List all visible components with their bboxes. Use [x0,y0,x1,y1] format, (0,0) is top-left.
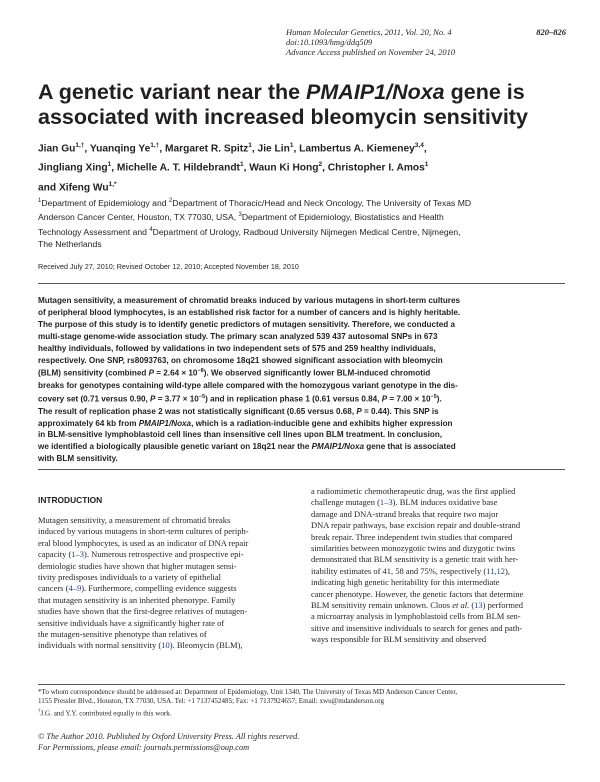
correspondence-address: 1155 Pressler Blvd., Houston, TX 77030, USA. Tel: +1 7137452485; Fax: +1 7137924657; Email: xwu@mdanderson.org [38,697,384,706]
author: Margaret R. Spitz [165,143,249,155]
divider-abstract [38,469,565,470]
journal-citation: Human Molecular Genetics, 2011, Vol. 20, No. 4 [286,27,452,37]
author: Xifeng Wu [58,182,109,194]
gene-name: PMAIP1/Noxa [306,80,445,104]
received-dates: Received July 27, 2010; Revised October 12, 2010; Accepted November 18, 2010 [38,262,299,271]
section-heading-introduction: INTRODUCTION [38,495,103,505]
citation-link[interactable]: 10 [161,640,170,651]
intro-column-left: INTRODUCTION Mutagen sensitivity, a measurement of chromatid breaks induced by various mutagens in short-term cultures of periph- eral blood lymphocytes, is used as an indicator of DNA repair capacity (1–3). Numerous retrospective and prospective epi- demiologic studies have shown that higher mutagen sensi- tivity predisposes individuals to a variety of epithelial cancers (4–9). Furthermore, compelling evidence suggests that mutagen sensitivity is an inherited phenotype. Family studies have shown that the first-degree relatives of mutagen- sensitive individuals have a significantly higher rate of the mutagen-sensitive phenotype than relatives of individuals with normal sensitivity (10). Bleomycin (BLM), [38,495,293,652]
citation-link[interactable]: 13 [474,600,483,611]
author: Jian Gu [38,143,76,155]
gene-name: PMAIP1/Noxa [311,442,365,452]
author-list [38,138,568,196]
intro-column-right: a radiomimetic chemotherapeutic drug, was the first applied challenge mutagen (1–3). BLM induces oxidative base damage and DNA-strand breaks that require two major DNA repair pathways, base excision repair and double-strand break repair. Three independent twin studies that compared similarities between monozygotic twins and dizygotic twins demonstrated that BLM sensitivity is a genetic trait with her- itability estimates of 41, 58 and 75%, respectively (11,12), indicating high genetic heritability for this intermediate cancer phenotype. However, the genetic factors that determine BLM sensitivity remain unknown. Cloos et al. (13) performed a microarray analysis in lymphoblastoid cells from BLM sen- sitive and insensitive individuals to search for genes and path- ways responsible for BLM sensitivity and observed [311,486,524,645]
author-line-1: Jian $Gu^{1,\dagger}$, Yuanqing $Ye^{1,\dagger}$, Margaret R. Spitz$^1$, Jie Lin$^1$, Lambertus A. Kiemeney$^{3,4}$, [38,142,427,155]
equal-contribution-note: †J.G. and Y.Y. contributed equally to this work. [38,708,172,718]
author: Jingliang Xing [38,162,108,174]
permissions-line: For Permissions, please email: journals.permissions@oup.com [38,743,250,752]
author: Waun Ki Hong [249,162,319,174]
affiliations: $^1$Department of Epidemiology and $^2$Department of Thoracic/Head and Neck Oncology, The University of Texas MD Anderson Cancer Center, Houston, TX 77030, USA, $^3$Department of Epidemiology, Biostatistics and Health Technology Assessment and $^4$Department of Urology, Radboud University Nijmegen Medical Centre, Nijmegen, The Netherlands [38,197,472,250]
citation-link[interactable]: 1–3 [71,549,85,560]
citation-link[interactable]: 4–9 [68,583,82,594]
author-line-3: and Xifeng $Wu^{1,*}$ [38,180,117,194]
article-title [38,80,568,130]
citation-link[interactable]: 1–3 [379,497,393,508]
author: Lambertus A. Kiemeney [299,143,415,155]
doi[interactable]: doi:10.1093/hmg/ddq509 [286,37,373,47]
advance-access-note: Advance Access published on November 24, 2010 [286,47,456,57]
correspondence-note: *To whom correspondence should be addressed at: Department of Epidemiology, Unit 1340, The University of Texas MD Anderson Cancer Center, [38,688,458,696]
title-line-2: associated with increased bleomycin sensitivity [38,105,528,129]
citation-link[interactable]: 11,12 [486,565,505,576]
author: Michelle A. T. Hildebrandt [116,162,240,174]
title-line-1: A genetic variant near the PMAIP1/Noxa gene is [38,80,525,104]
footnotes [38,688,568,719]
abstract: Mutagen sensitivity, a measurement of chromatid breaks induced by various mutagens in short-term cultures of peripheral blood lymphocytes, is an established risk factor for a number of cancers and is highly heritable. The purpose of this study is to identify genetic predictors of mutagen sensitivity. Therefore, we conducted a multi-stage genome-wide association study. The primary scan analyzed 539 437 autosomal SNPs in 673 healthy individuals, followed by validations in two independent sets of 575 and 259 healthy individuals, respectively. One SNP, rs8093763, on chromosome 18q21 showed significant association with bleomycin (BLM) sensitivity (combined $P = 2.64 \times 10^{-8}$). We observed significantly lower BLM-induced chromotid breaks for genotypes containing wild-type allele compared with the homozygous variant genotype in the dis- covery set (0.71 versus 0.90, $P = 3.77 \times 10^{-5}$) and in replication phase 1 (0.61 versus 0.84, $P = 7.00 \times 10^{-5}$). The result of replication phase 2 was not statistically significant (0.65 versus 0.68, P = 0.44). This SNP is approximately 64 kb from PMAIP1/Noxa, which is a radiation-inducible gene and exhibits higher expression in BLM-sensitive lymphoblastoid cell lines than insensitive cell lines upon BLM treatment. In conclusion, we identified a biologically plausible genetic variant on 18q21 near the PMAIP1/Noxa gene that is associated with BLM sensitivity. [38,296,461,464]
author: Jie Lin [257,143,290,155]
gene-name: PMAIP1/Noxa [138,418,192,428]
page-range: 820–826 [536,27,566,37]
copyright-notice: © The Author 2010. Published by Oxford University Press. All rights reserved. For Permissions, please email: journals.permissions@oup.com [38,731,568,753]
author-line-2: Jingliang Xing$^1$, Michelle A. T. Hildebrandt$^1$, Waun Ki Hong$^2$, Christopher I. Amos$^1$ [38,161,429,174]
author: Yuanqing Ye [89,143,151,155]
divider-footnotes [38,684,565,685]
divider-top [38,283,565,284]
author: Christopher I. Amos [327,162,425,174]
journal-header [286,27,566,57]
